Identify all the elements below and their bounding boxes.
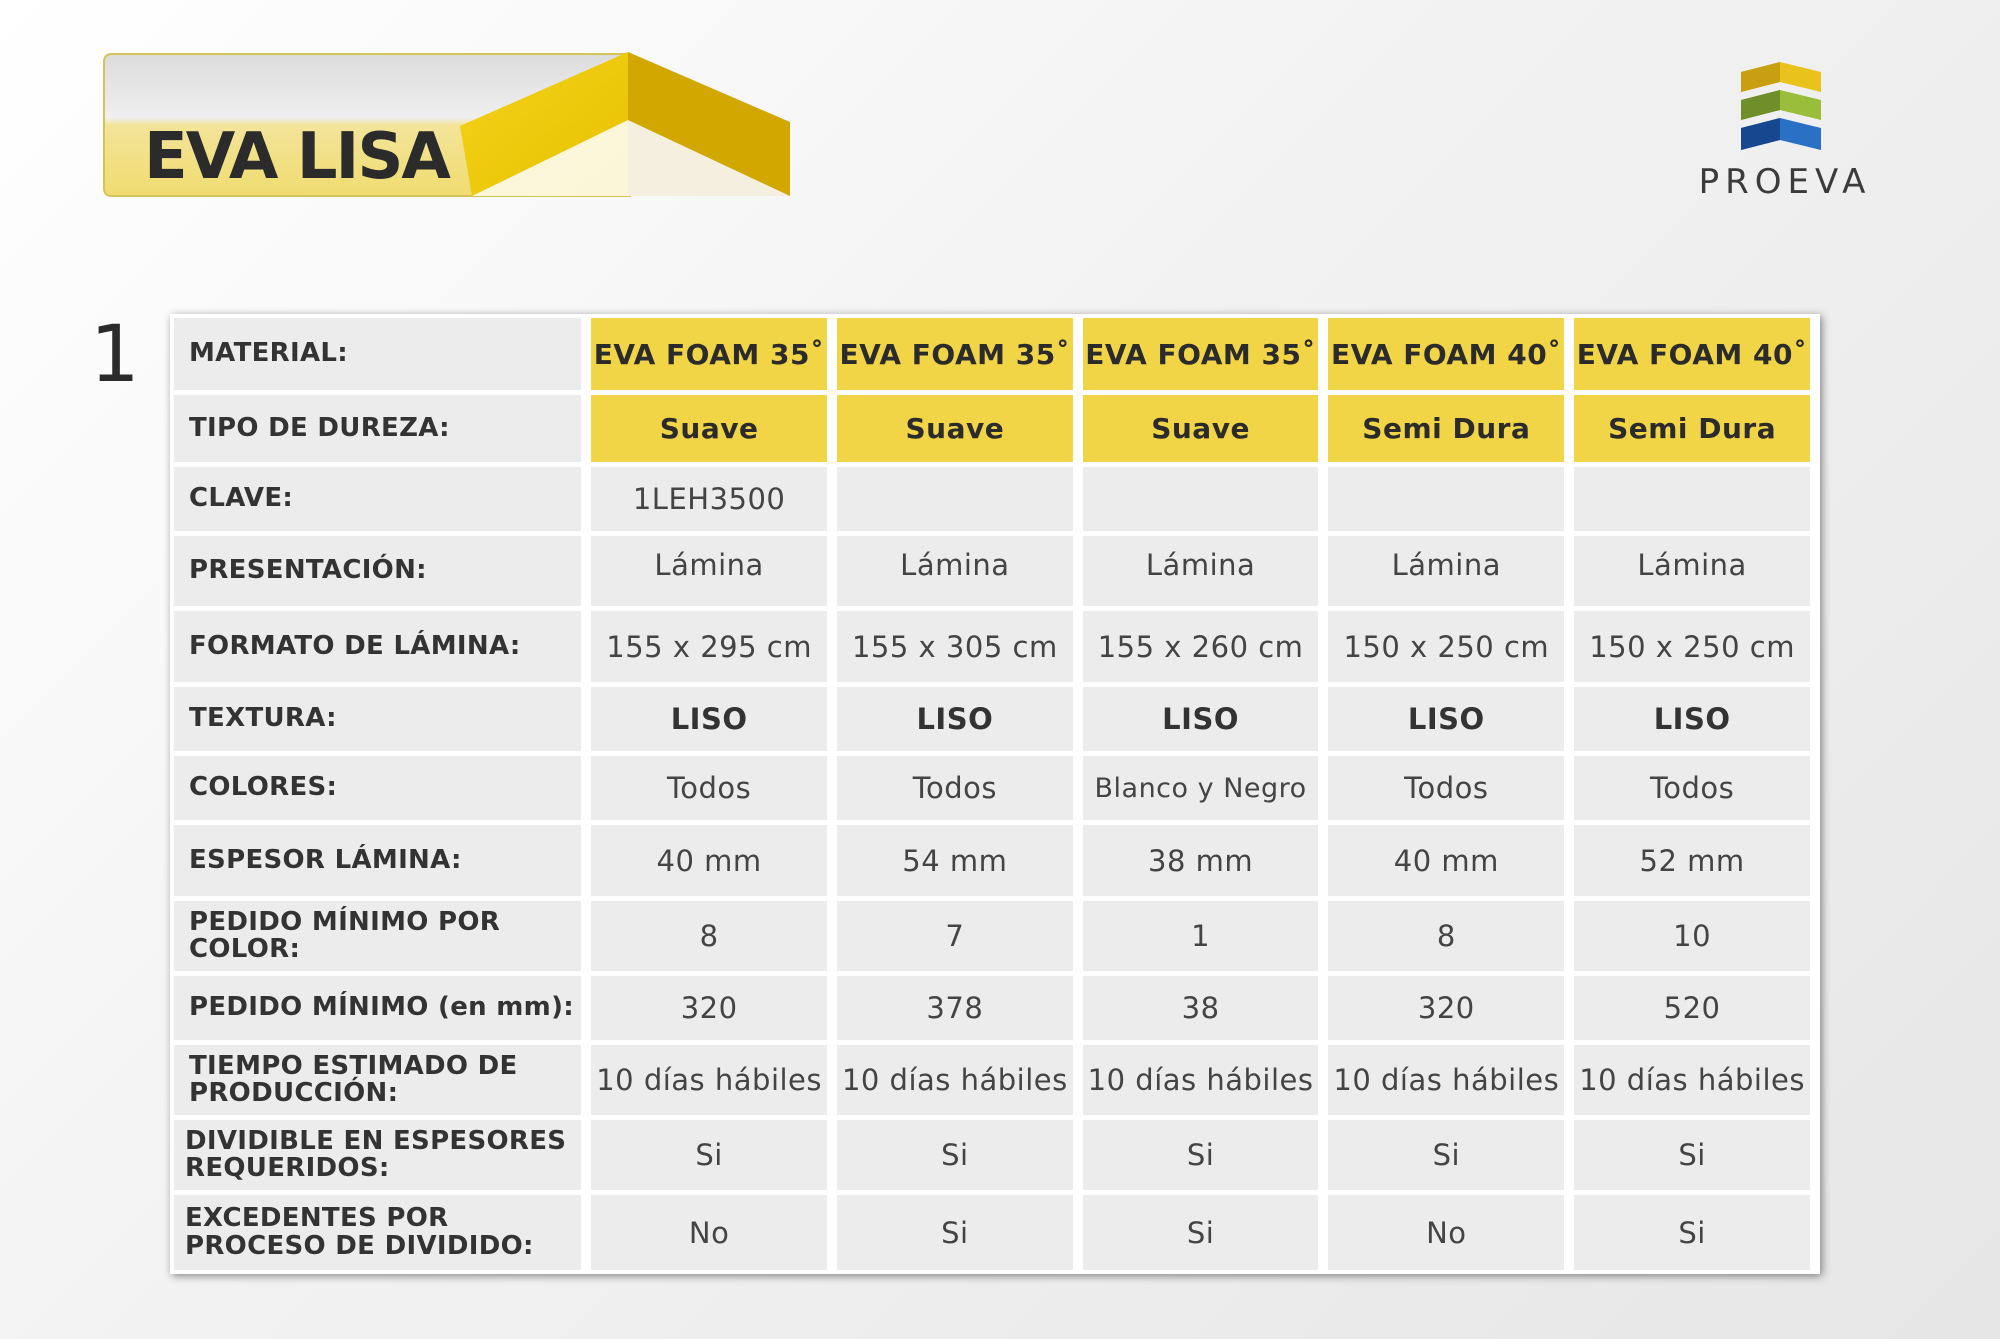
table-row-min-order-color [174,901,1810,971]
key-cell [1328,467,1564,531]
hardness-cell: Suave [1083,395,1319,462]
table-row-thickness [174,825,1810,896]
min-order-mm-cell: 320 [1328,976,1564,1040]
colors-cell: Todos [591,756,827,820]
row-label: EXCEDENTES POR PROCESO DE DIVIDIDO: [174,1195,581,1270]
table-row-surplus [174,1195,1810,1270]
hardness-cell: Suave [837,395,1073,462]
production-time-cell: 10 días hábiles [1328,1045,1564,1115]
production-time-cell: 10 días hábiles [1083,1045,1319,1115]
key-cell: 1LEH3500 [591,467,827,531]
thickness-cell: 38 mm [1083,825,1319,896]
min-order-color-cell: 8 [591,901,827,971]
page-number: 1 [90,310,140,400]
texture-cell: LISO [591,687,827,751]
chevron-logo-icon [1680,58,1890,158]
table-row-production-time [174,1045,1810,1115]
format-cell: 155 x 260 cm [1083,611,1319,682]
divisible-cell: Si [1328,1120,1564,1190]
key-cell [1574,467,1810,531]
surplus-cell: Si [1083,1195,1319,1270]
min-order-color-cell: 10 [1574,901,1810,971]
surplus-cell: Si [1574,1195,1810,1270]
material-cell: EVA FOAM 35˚ [591,318,827,390]
material-cell: EVA FOAM 40˚ [1328,318,1564,390]
divisible-cell: Si [1083,1120,1319,1190]
texture-cell: LISO [1328,687,1564,751]
colors-cell: Todos [1574,756,1810,820]
table-row-texture [174,687,1810,751]
hardness-cell: Semi Dura [1328,395,1564,462]
key-cell [1083,467,1319,531]
material-cell: EVA FOAM 35˚ [1083,318,1319,390]
colors-cell: Todos [837,756,1073,820]
logo-text: PROEVA [1698,162,1872,202]
divisible-cell: Si [837,1120,1073,1190]
surplus-cell: No [591,1195,827,1270]
format-cell: 155 x 305 cm [837,611,1073,682]
thickness-cell: 54 mm [837,825,1073,896]
table-row-divisible [174,1120,1810,1190]
table-row-material [174,318,1810,390]
texture-cell: LISO [1574,687,1810,751]
presentation-cell: Lámina [1574,536,1810,606]
material-cell: EVA FOAM 40˚ [1574,318,1810,390]
colors-cell: Todos [1328,756,1564,820]
row-label: PRESENTACIÓN: [174,536,581,606]
page-title: EVA LISA [144,120,449,194]
min-order-mm-cell: 38 [1083,976,1319,1040]
table-row-key [174,467,1810,531]
row-label: MATERIAL: [174,318,581,390]
presentation-cell: Lámina [837,536,1073,606]
row-label: TIPO DE DUREZA: [174,395,581,462]
min-order-color-cell: 8 [1328,901,1564,971]
format-cell: 155 x 295 cm [591,611,827,682]
row-label: PEDIDO MÍNIMO POR COLOR: [174,901,581,971]
thickness-cell: 52 mm [1574,825,1810,896]
spec-table-frame [170,314,1820,1274]
row-label: FORMATO DE LÁMINA: [174,611,581,682]
divisible-cell: Si [591,1120,827,1190]
table-row-min-order-mm [174,976,1810,1040]
material-cell: EVA FOAM 35˚ [837,318,1073,390]
title-ribbon [100,50,800,210]
format-cell: 150 x 250 cm [1328,611,1564,682]
thickness-cell: 40 mm [591,825,827,896]
spec-table [164,313,1820,1275]
divisible-cell: Si [1574,1120,1810,1190]
presentation-cell: Lámina [1328,536,1564,606]
presentation-cell: Lámina [591,536,827,606]
presentation-cell: Lámina [1083,536,1319,606]
min-order-color-cell: 1 [1083,901,1319,971]
table-row-hardness [174,395,1810,462]
min-order-mm-cell: 378 [837,976,1073,1040]
production-time-cell: 10 días hábiles [591,1045,827,1115]
row-label: COLORES: [174,756,581,820]
surplus-cell: Si [837,1195,1073,1270]
hardness-cell: Suave [591,395,827,462]
row-label: TEXTURA: [174,687,581,751]
production-time-cell: 10 días hábiles [837,1045,1073,1115]
hardness-cell: Semi Dura [1574,395,1810,462]
row-label: DIVIDIBLE EN ESPESORES REQUERIDOS: [174,1120,581,1190]
surplus-cell: No [1328,1195,1564,1270]
proeva-logo [1680,58,1890,208]
format-cell: 150 x 250 cm [1574,611,1810,682]
table-row-presentation [174,536,1810,606]
row-label: CLAVE: [174,467,581,531]
table-row-colors [174,756,1810,820]
row-label: ESPESOR LÁMINA: [174,825,581,896]
colors-cell: Blanco y Negro [1083,756,1319,820]
production-time-cell: 10 días hábiles [1574,1045,1810,1115]
row-label: PEDIDO MÍNIMO (en mm): [174,976,581,1040]
key-cell [837,467,1073,531]
texture-cell: LISO [1083,687,1319,751]
texture-cell: LISO [837,687,1073,751]
min-order-color-cell: 7 [837,901,1073,971]
table-row-format [174,611,1810,682]
min-order-mm-cell: 320 [591,976,827,1040]
thickness-cell: 40 mm [1328,825,1564,896]
min-order-mm-cell: 520 [1574,976,1810,1040]
row-label: TIEMPO ESTIMADO DE PRODUCCIÓN: [174,1045,581,1115]
